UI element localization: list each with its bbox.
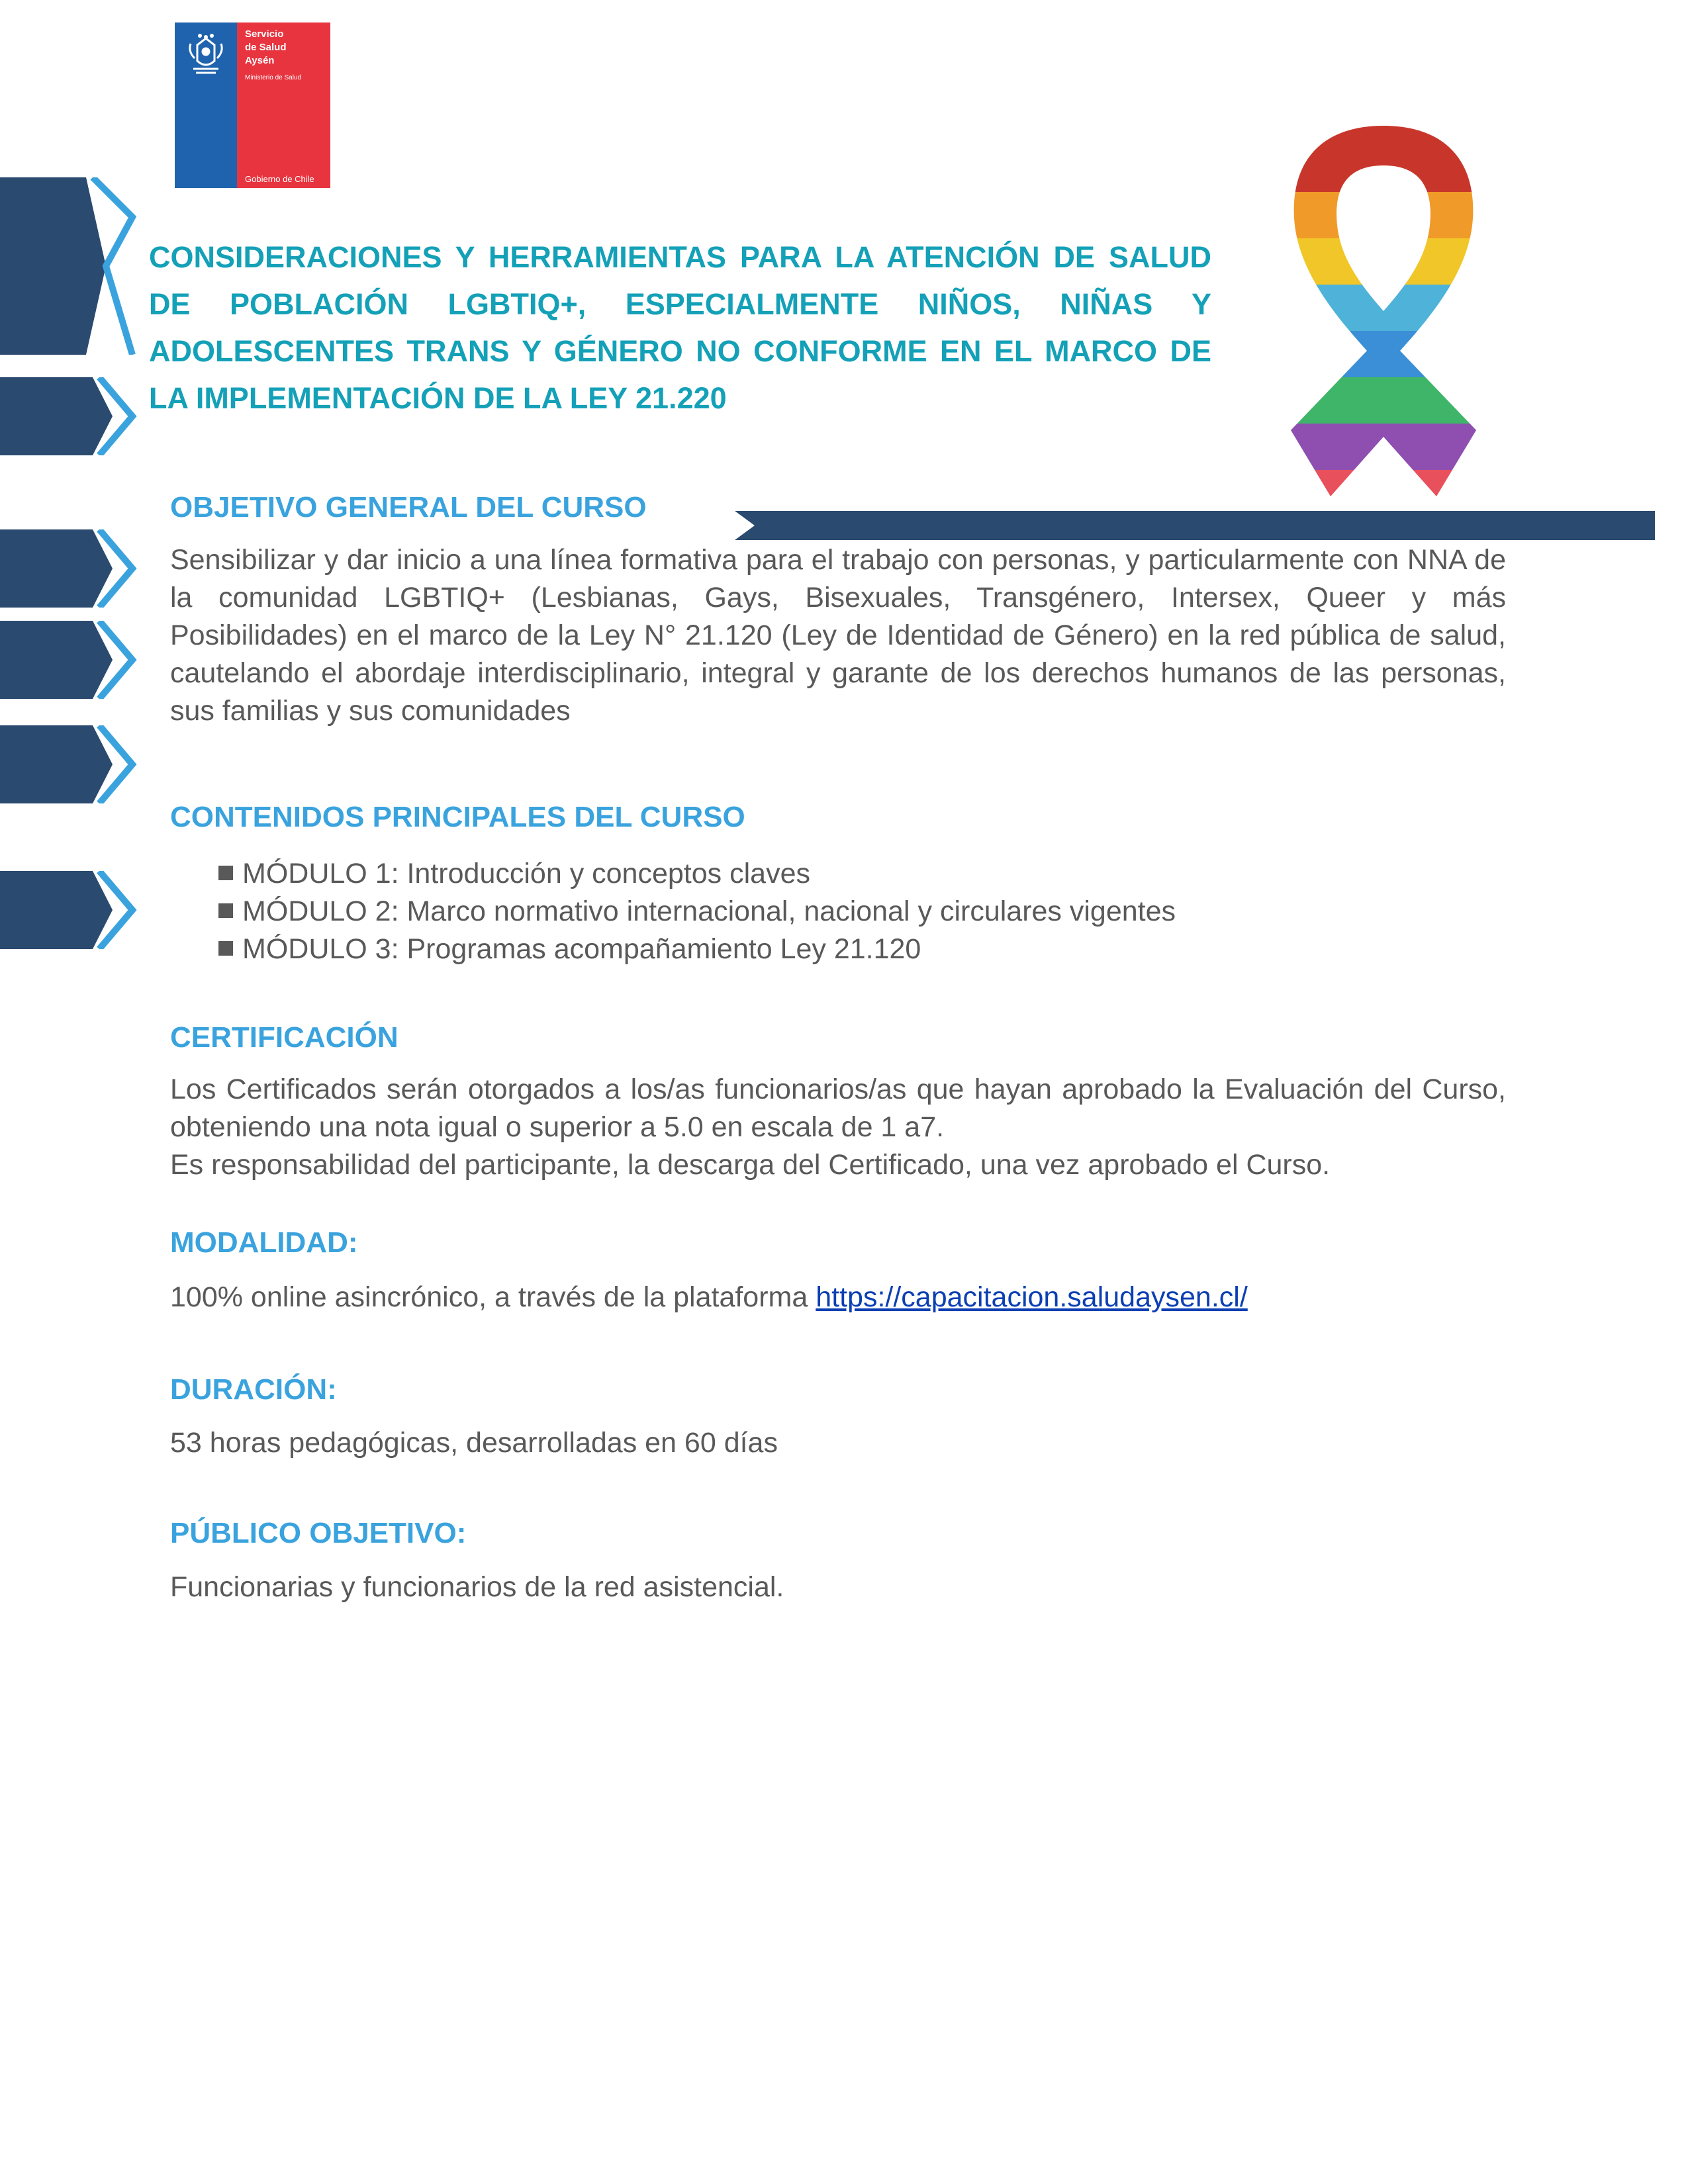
modality-heading: MODALIDAD: bbox=[170, 1226, 358, 1259]
chevron-decoration-5 bbox=[0, 725, 139, 803]
modules-list bbox=[218, 855, 1176, 968]
audience-heading: PÚBLICO OBJETIVO: bbox=[170, 1517, 467, 1549]
logo-government: Gobierno de Chile bbox=[245, 174, 314, 184]
logo-ministry: Ministerio de Salud bbox=[245, 74, 302, 81]
coat-of-arms-icon bbox=[180, 32, 232, 85]
list-item: MÓDULO 2: Marco normativo internacional, nacional y circulares vigentes bbox=[218, 893, 1176, 931]
chevron-decoration-2 bbox=[0, 377, 139, 455]
bullet-icon bbox=[218, 866, 233, 880]
objective-heading: OBJETIVO GENERAL DEL CURSO bbox=[170, 491, 647, 523]
objective-body: Sensibilizar y dar inicio a una línea formativa para el trabajo con personas, y particularmente con NNA de la comunidad LGBTIQ+ (Lesbianas, Gays, Bisexuales, Transgénero, Intersex, Queer y más Posibilidades) en el marco de la Ley N° 21.120 (Ley de Identidad de Género) en la red pública de salud, cautelando el abordaje interdisciplinario, integral y garante de los derechos humanos de las personas, sus familias y sus comunidades bbox=[170, 544, 1506, 727]
chevron-decoration-6 bbox=[0, 871, 139, 949]
section-divider-bar bbox=[735, 511, 1655, 540]
chevron-decoration-1 bbox=[0, 177, 139, 355]
certification-body-2: Es responsabilidad del participante, la descarga del Certificado, una vez aprobado el Curso. bbox=[170, 1149, 1331, 1181]
logo-text: Servicio de Salud Aysén bbox=[245, 28, 287, 66]
audience-text: Funcionarias y funcionarios de la red asistencial. bbox=[170, 1571, 784, 1603]
duration-heading: DURACIÓN: bbox=[170, 1373, 337, 1406]
logo-servicio-salud-aysen bbox=[175, 23, 330, 188]
logo-blue-panel bbox=[175, 23, 237, 188]
duration-text: 53 horas pedagógicas, desarrolladas en 60 días bbox=[170, 1427, 778, 1459]
platform-link[interactable]: https://capacitacion.saludaysen.cl/ bbox=[816, 1281, 1248, 1313]
modality-description: 100% online asincrónico, a través de la plataforma bbox=[170, 1281, 816, 1313]
chevron-decoration-3 bbox=[0, 529, 139, 608]
bullet-icon bbox=[218, 941, 233, 956]
chevron-decoration-4 bbox=[0, 621, 139, 699]
certification-body: Los Certificados serán otorgados a los/as funcionarios/as que hayan aprobado la Evaluación del Curso, obteniendo una nota igual o superior a 5.0 en escala de 1 a7. bbox=[170, 1073, 1506, 1143]
rainbow-ribbon-icon bbox=[1278, 119, 1489, 503]
contents-heading: CONTENIDOS PRINCIPALES DEL CURSO bbox=[170, 801, 745, 833]
document-title: CONSIDERACIONES Y HERRAMIENTAS PARA LA ATENCIÓN DE SALUD DE POBLACIÓN LGBTIQ+, ESPECIALMENTE NIÑOS, NIÑAS Y ADOLESCENTES TRANS Y GÉNERO NO CONFORME EN EL MARCO DE LA IMPLEMENTACIÓN DE LA LEY 21.220 bbox=[149, 240, 1211, 415]
certification-heading: CERTIFICACIÓN bbox=[170, 1021, 399, 1054]
list-item: MÓDULO 3: Programas acompañamiento Ley 21.120 bbox=[218, 931, 1176, 968]
modality-text bbox=[170, 1279, 1506, 1316]
list-item: MÓDULO 1: Introducción y conceptos claves bbox=[218, 855, 1176, 893]
bullet-icon bbox=[218, 903, 233, 918]
